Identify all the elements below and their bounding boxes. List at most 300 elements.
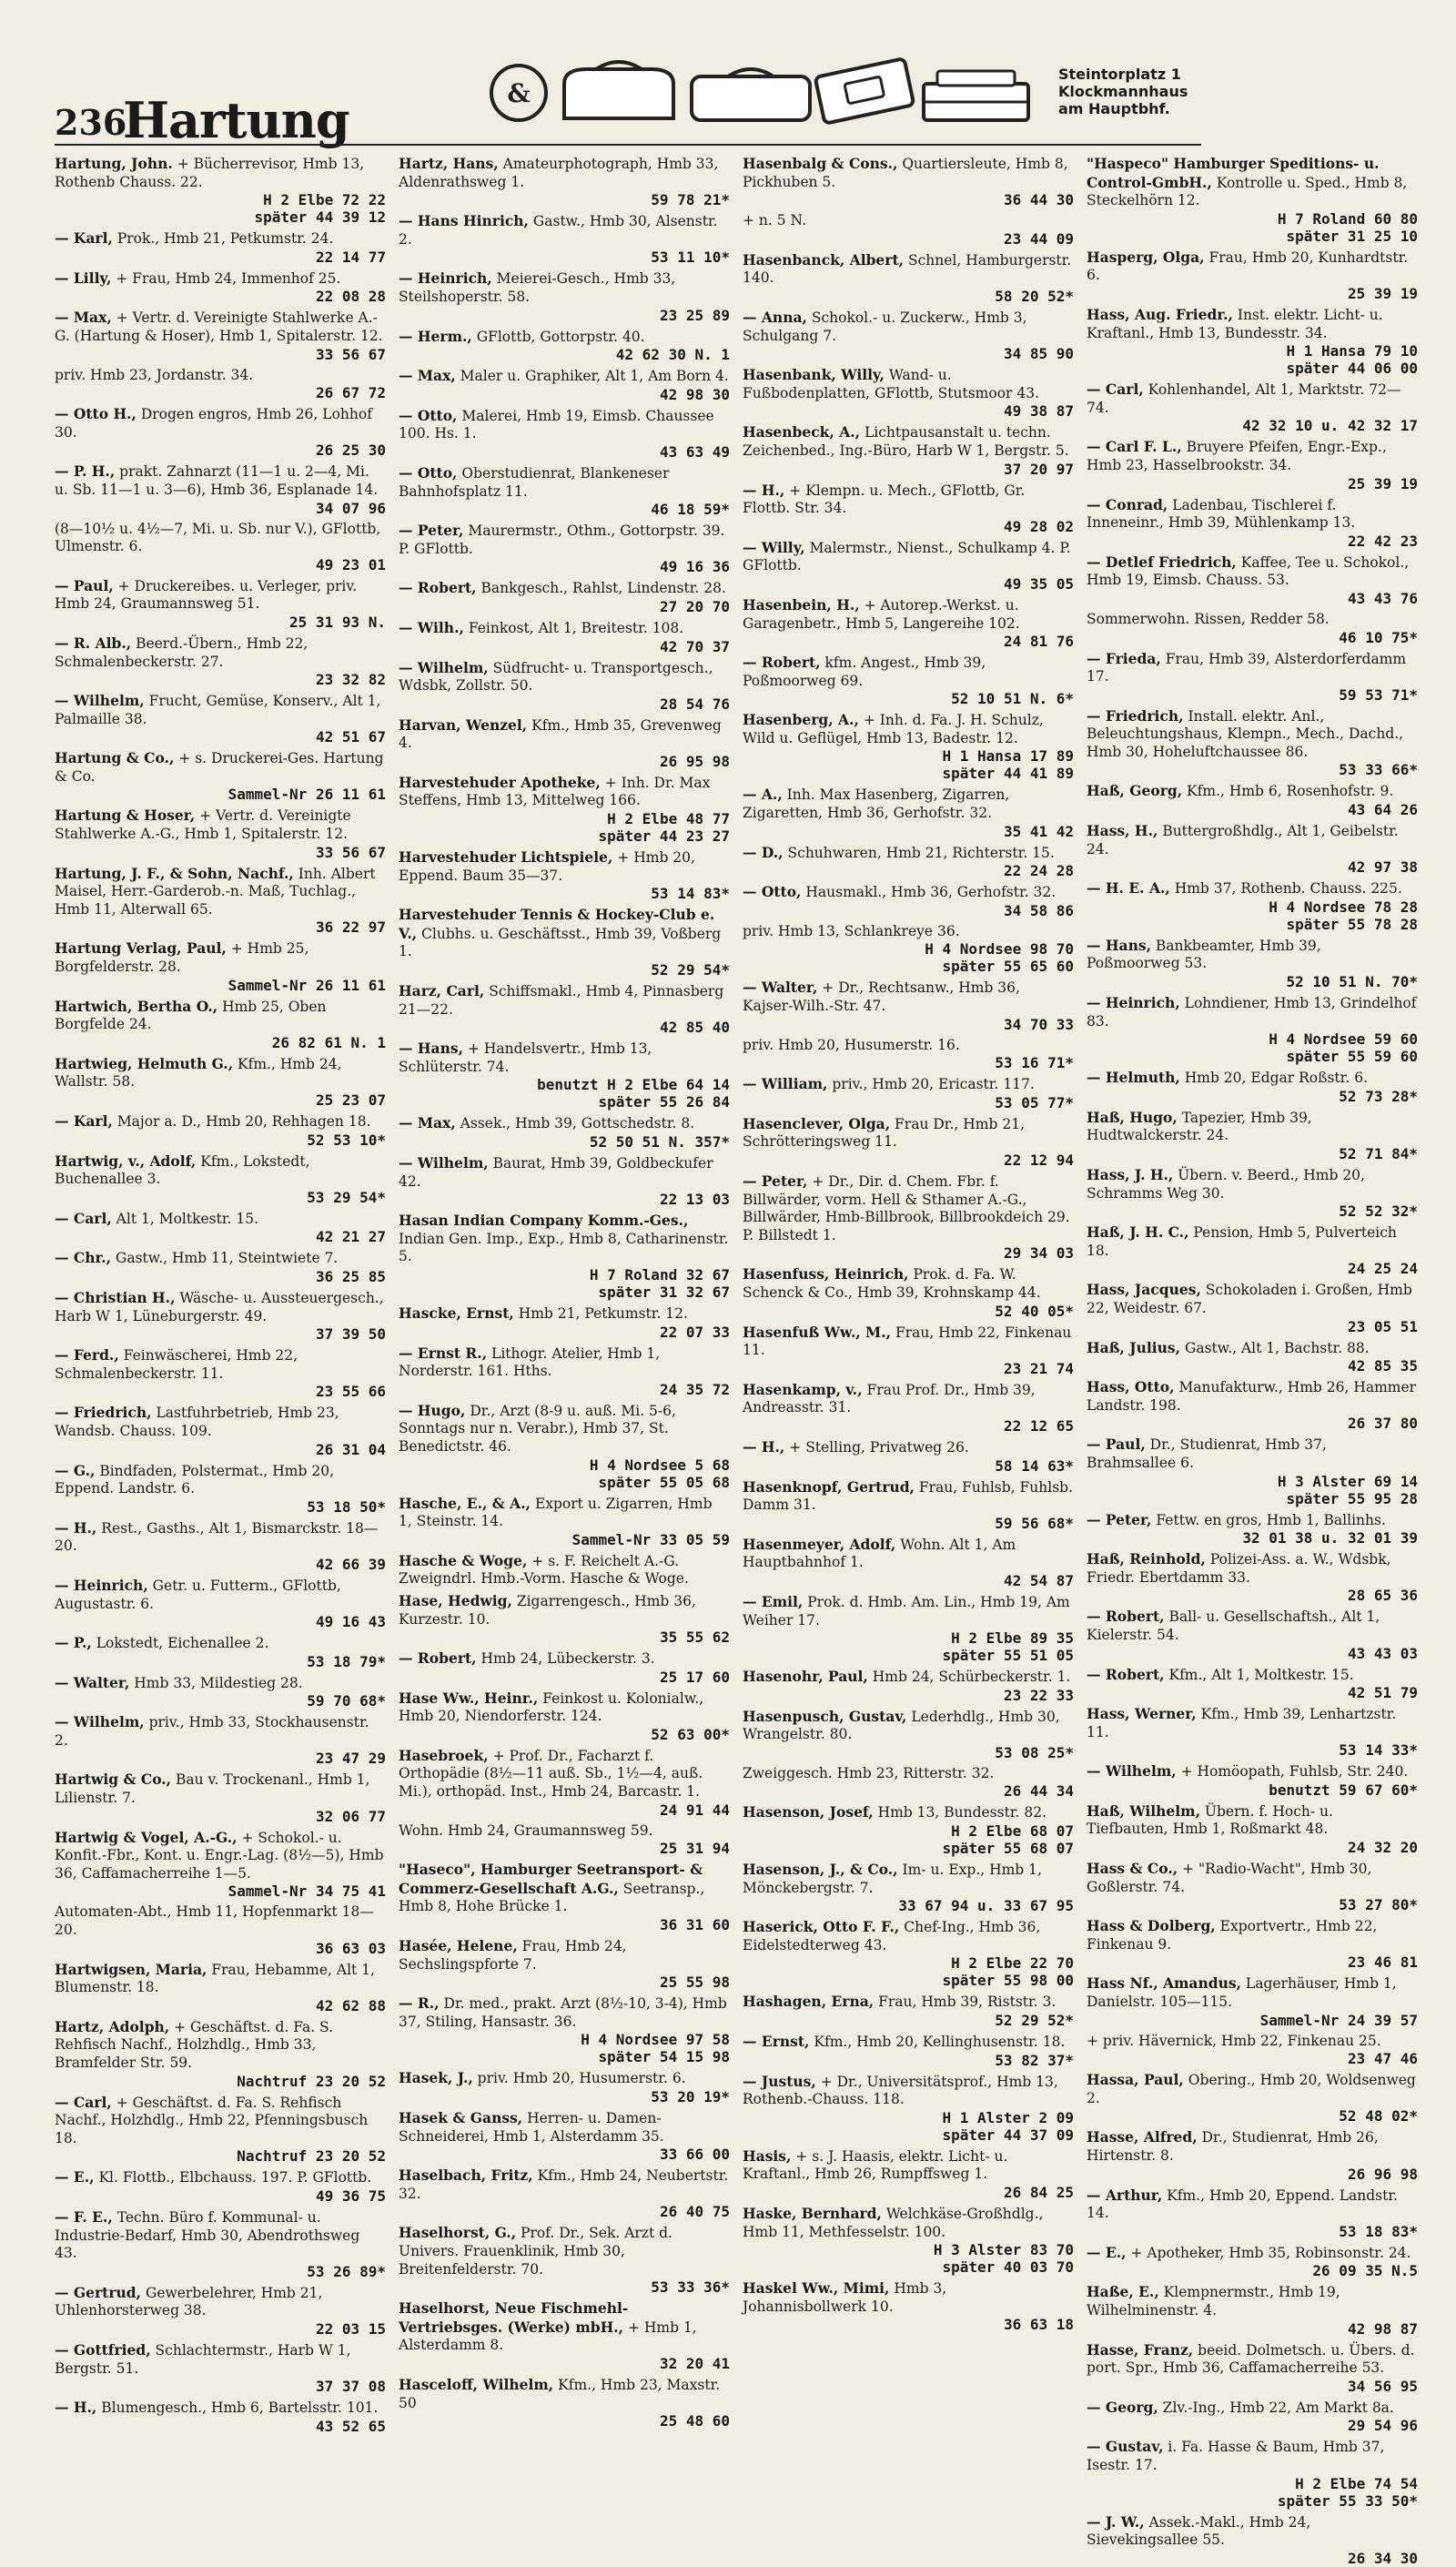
entry-details: Lastfuhrbetrieb, Hmb 23, Wandsb. Chauss. 109. (55, 1405, 339, 1439)
entry-text (399, 367, 730, 386)
entry-details: Hmb 37, Rothenb. Chauss. 225. (1174, 880, 1402, 898)
entry-text (743, 2279, 1074, 2316)
entry-details: Assek.-Makl., Hmb 24, Sievekingsallee 55. (1087, 2513, 1311, 2549)
directory-entry (1087, 2033, 1418, 2068)
directory-entry (399, 1861, 730, 1933)
entry-details: priv., Hmb 20, Ericastr. 117. (832, 1076, 1035, 1093)
entry-phone: 26 09 35 N.5 (1312, 2262, 1418, 2280)
entry-phone: 35 55 62 (659, 1628, 730, 1647)
entry-phone: später 55 65 60 (942, 958, 1074, 976)
entry-phone: 23 22 33 (1003, 1686, 1074, 1704)
entry-text (743, 711, 1074, 747)
entry-phone: 42 98 87 (1347, 2319, 1418, 2338)
entry-text (399, 1994, 730, 2031)
luggage-advert-logo (487, 56, 1033, 129)
directory-entry (1087, 994, 1418, 1065)
entry-text (399, 464, 730, 501)
entry-details: Feinwäscherei, Hmb 22, Schmalenbeckerstr. 11. (55, 1347, 298, 1382)
entry-details: + Druckereibes. u. Verleger, priv. Hmb 24, Graumannsweg 51. (55, 577, 358, 613)
entry-phone: 59 70 68* (307, 1692, 386, 1710)
directory-entry (55, 1462, 386, 1516)
entry-name: — Carl F. L., (1087, 438, 1182, 456)
entry-phone: 42 98 30 (659, 385, 730, 403)
entry-name: — H., (55, 1518, 97, 1537)
entry-name: Haskel Ww., Mimi, (743, 2279, 890, 2298)
entry-details: Kfm., Lokstedt, Buchenallee 3. (55, 1152, 310, 1188)
directory-entry (399, 1592, 730, 1646)
entry-name: "Haspeco" Hamburger Speditions- u. Control-GmbH., (1087, 155, 1380, 191)
directory-entry (399, 212, 730, 266)
entry-name: — Wilhelm, (399, 658, 489, 676)
entry-text (55, 939, 386, 976)
page-header (0, 0, 1456, 159)
entry-text (399, 2166, 730, 2203)
entry-text (55, 1674, 386, 1693)
directory-entry (1087, 1917, 1418, 1971)
entry-name: — Robert, (399, 579, 477, 597)
entry-name: — P., (55, 1634, 92, 1652)
entry-details: Drogen engros, Hmb 26, Lohhof 30. (55, 406, 372, 441)
entry-text (743, 1593, 1074, 1629)
directory-entry (743, 423, 1074, 477)
directory-entry (1087, 1762, 1418, 1799)
directory-entry (743, 1172, 1074, 1262)
directory-entry (399, 269, 730, 323)
entry-name: Hasenknopf, Gertrud, (743, 1477, 915, 1496)
entry-details: Dr. med., prakt. Arzt (8½-10, 3-4), Hmb 37, Stiling, Hansastr. 36. (399, 1995, 727, 2030)
directory-entry (399, 407, 730, 461)
directory-entry (399, 2299, 730, 2372)
entry-text (743, 1075, 1074, 1094)
entry-name: — Ernst, (743, 2033, 810, 2051)
directory-entry (1087, 438, 1418, 492)
entry-details: Install. elektr. Anl., Beleuchtungshaus, Klempn., Mech., Dachd., Hmb 30, Hoheluftchaussee 86. (1087, 707, 1404, 760)
entry-text (55, 2018, 386, 2073)
entry-details: Kfm., Hmb 23, Maxstr. 50 (399, 2376, 721, 2411)
entry-text (1087, 553, 1418, 590)
entry-name: "Haseco", Hamburger Seetransport- & Commerz-Gesellschaft A.G., (399, 1861, 703, 1897)
entry-phone: später 55 05 68 (598, 1473, 730, 1491)
entry-phone: H 4 Nordsee 78 28 (1269, 898, 1418, 916)
entry-text (1087, 2244, 1418, 2263)
entry-phone: 42 62 30 N. 1 (615, 346, 730, 364)
entry-phone: 37 37 08 (315, 2378, 386, 2396)
entry-name: Hartung & Hoser, (55, 807, 196, 825)
entry-details: Hmb 24, Schürbeckerstr. 1. (872, 1669, 1071, 1686)
entry-name: — Paul, (55, 576, 114, 594)
entry-text (1087, 2128, 1418, 2165)
entry-phone: 49 16 43 (315, 1613, 386, 1631)
entry-phone: Sammel-Nr 26 11 61 (228, 976, 386, 994)
entry-details: Inst. elektr. Licht- u. Kraftanl., Hmb 13, Bundesstr. 34. (1087, 306, 1383, 341)
entry-text (743, 1115, 1074, 1152)
entry-name: Hartwig & Vogel, A.-G., (55, 1828, 238, 1846)
directory-entry (55, 2284, 386, 2338)
entry-text (55, 1634, 386, 1653)
entry-details: Südfrucht- u. Transportgesch., Wdsbk, Zollstr. 50. (399, 659, 713, 695)
entry-details: Kfm., Hmb 35, Grevenweg 4. (399, 716, 722, 752)
entry-details: Schnel, Hamburgerstr. 140. (743, 251, 1072, 287)
directory-entry (1087, 879, 1418, 933)
entry-name: — E., (55, 2168, 95, 2187)
directory-entry (55, 1404, 386, 1457)
entry-name: Hartwig & Co., (55, 1771, 172, 1789)
entry-text (1087, 2438, 1418, 2474)
entry-name: — Robert, (1087, 1608, 1165, 1626)
entry-text (55, 1112, 386, 1131)
entry-name: Harvan, Wenzel, (399, 715, 528, 734)
entry-phone: H 2 Elbe 72 22 (263, 191, 386, 209)
entry-details: Prof. Dr., Sek. Arzt d. Univers. Frauenklinik, Hmb 30, Breitenfelderstr. 70. (399, 2225, 672, 2278)
directory-entry (55, 1346, 386, 1400)
entry-details: Quartiersleute, Hmb 8, Pickhuben 5. (743, 156, 1068, 190)
entry-phone: 25 31 94 (659, 1840, 730, 1858)
entry-text (1087, 1666, 1418, 1685)
directory-entry (399, 1212, 730, 1301)
entry-text (55, 1404, 386, 1440)
entry-details: Assek., Hmb 39, Gottschedstr. 8. (460, 1115, 695, 1132)
entry-phone: später 54 15 98 (598, 2048, 730, 2066)
entry-name: — Friedrich, (55, 1404, 152, 1422)
entry-details: + Hmb 1, Alsterdamm 8. (399, 2318, 697, 2354)
entry-phone: 25 31 93 N. (289, 613, 386, 631)
directory-entry (1087, 1378, 1418, 1432)
entry-details: + Klempn. u. Mech., GFlottb, Gr. Flottb. Str. 34. (743, 482, 1026, 517)
directory-entry (743, 1115, 1074, 1169)
directory-entry (743, 1708, 1074, 1761)
entry-phone: 59 56 68* (995, 1514, 1074, 1532)
entry-phone: 22 07 33 (659, 1323, 730, 1341)
entry-name: Hass Nf., Amandus, (1087, 1974, 1241, 1993)
entry-name: Hass, Aug. Friedr., (1087, 305, 1233, 323)
entry-details: priv., Hmb 33, Stockhausenstr. 2. (55, 1714, 369, 1749)
directory-entry (55, 1289, 386, 1343)
entry-name: — Wilhelm, (399, 1154, 489, 1172)
directory-entry (1087, 822, 1418, 876)
entry-phone: 22 14 77 (315, 248, 386, 266)
entry-text (55, 269, 386, 289)
entry-text (743, 423, 1074, 460)
entry-text (55, 1249, 386, 1268)
entry-text (743, 539, 1074, 575)
entry-details: Hmb 33, Mildestieg 28. (134, 1674, 303, 1691)
entry-text (743, 1861, 1074, 1897)
entry-name: — Walter, (743, 979, 818, 997)
entry-phone: 25 55 98 (659, 1973, 730, 1992)
entry-phone: Nachtruf 23 20 52 (237, 2072, 386, 2090)
entry-details: + Prof. Dr., Facharzt f. Orthopädie (8½—11 auß. Sb., 1½—4, auß. Mi.), orthopäd. Inst., Hmb 24, Barcastr. 1. (399, 1747, 703, 1801)
entry-phone: 52 50 51 N. 357* (589, 1133, 730, 1151)
page-number: 236 (55, 102, 127, 143)
entry-phone: 26 67 72 (315, 384, 386, 402)
entry-details: + Vertr. d. Vereinigte Stahlwerke A.-G. (Hartung & Hoser), Hmb 1, Spitalerstr. 12. (55, 309, 383, 344)
entry-name: Hasenfuss, Heinrich, (743, 1265, 909, 1284)
entry-text (743, 155, 1074, 191)
entry-phone: 52 73 28* (1339, 1087, 1418, 1105)
entry-text (743, 1765, 1074, 1783)
entry-phone: 52 10 51 N. 70* (1286, 973, 1418, 991)
directory-entry (1087, 2399, 1418, 2435)
entry-name: — Heinrich, (55, 1576, 148, 1594)
directory-entry (55, 634, 386, 688)
entry-text (55, 1519, 386, 1556)
directory-entry (1087, 553, 1418, 607)
entry-phone: H 1 Hansa 17 89 (942, 747, 1074, 766)
entry-details: Lokstedt, Eichenallee 2. (96, 1635, 269, 1652)
entry-name: Hass, Werner, (1087, 1705, 1197, 1723)
entry-text (399, 1552, 730, 1588)
entry-phone: 59 53 71* (1339, 685, 1418, 704)
directory-entry (55, 998, 386, 1051)
entry-details: + s. J. Haasis, elektr. Licht- u. Kraftanl., Hmb 26, Rumpffsweg 1. (743, 2147, 1008, 2183)
directory-entry (55, 1961, 386, 2014)
entry-phone: 34 58 86 (1003, 901, 1074, 919)
directory-entry (55, 2018, 386, 2090)
entry-phone: 26 25 30 (315, 441, 386, 460)
directory-entry (1087, 2341, 1418, 2395)
entry-phone: 53 33 36* (651, 2278, 730, 2297)
entry-name: Hasée, Helene, (399, 1937, 518, 1955)
entry-details: Fettw. en gros, Hmb 1, Ballinhs. (1156, 1511, 1386, 1528)
entry-phone: 24 25 24 (1347, 1260, 1418, 1278)
entry-details: Kfm., Hmb 20, Kellinghusenstr. 18. (814, 2034, 1066, 2051)
entry-details: + Homöopath, Fuhlsb, Str. 240. (1180, 1763, 1409, 1781)
entry-name: Hasenbanck, Albert, (743, 250, 905, 269)
entry-details: Kfm., Hmb 39, Lenhartzstr. 11. (1087, 1706, 1397, 1740)
entry-phone: später 44 23 27 (598, 827, 730, 846)
entry-phone: 49 35 05 (1003, 574, 1074, 593)
directory-entry (55, 749, 386, 803)
entry-text (399, 619, 730, 638)
entry-name: Hasenbank, Willy, (743, 366, 885, 384)
entry-details: Wäsche- u. Aussteuergesch., Harb W 1, Lüneburgerstr. 49. (55, 1289, 384, 1324)
directory-entry (399, 579, 730, 615)
entry-name: — Max, (399, 367, 456, 385)
entry-text (399, 1344, 730, 1381)
entry-details: Herren- u. Damen-Schneiderei, Hmb 1, Alsterdamm 35. (399, 2110, 664, 2145)
entry-name: — Robert, (1087, 1665, 1165, 1683)
entry-name: Hascke, Ernst, (399, 1304, 514, 1322)
entry-name: — Karl, (55, 229, 113, 248)
directory-entry (399, 774, 730, 845)
entry-name: Hass, Otto, (1087, 1378, 1175, 1396)
directory-entry (743, 2073, 1074, 2144)
entry-details: Lagerhäuser, Hmb 1, Danielstr. 105—115. (1087, 1975, 1397, 2011)
entry-details: Tapezier, Hmb 39, Hudtwalckerstr. 24. (1087, 1109, 1312, 1144)
entry-phone: 53 16 71* (995, 1054, 1074, 1072)
directory-entry (55, 405, 386, 459)
entry-phone: 24 32 20 (1347, 1839, 1418, 1857)
entry-phone: 53 33 66* (1339, 761, 1418, 779)
entry-name: — Gottfried, (55, 2340, 151, 2359)
directory-entry (743, 844, 1074, 880)
entry-details: Frau Dr., Hmb 21, Schrötteringsweg 11. (743, 1115, 1025, 1151)
entry-details: Kfm., Alt 1, Moltkestr. 15. (1168, 1666, 1354, 1683)
entry-text (55, 1289, 386, 1325)
directory-entry (1087, 1339, 1418, 1375)
entry-details: Bau v. Trockenanl., Hmb 1, Lilienstr. 7. (55, 1771, 370, 1807)
entry-phone: 53 29 54* (307, 1188, 386, 1206)
entry-details: Hmb 21, Petkumstr. 12. (518, 1304, 688, 1322)
entry-text (399, 2069, 730, 2088)
entry-details: Export u. Zigarren, Hmb 1, Steinstr. 14. (399, 1495, 713, 1530)
directory-entry (55, 1634, 386, 1670)
entry-name: Hartz, Adolph, (55, 2017, 170, 2035)
entry-name: — Ferd., (55, 1346, 119, 1365)
entry-name: Haß, Wilhelm, (1087, 1801, 1200, 1820)
entry-text (399, 982, 730, 1019)
entry-details: + Dr., Rechtsanw., Hmb 36, Kajser-Wilh.-Str. 47. (743, 979, 1020, 1015)
entry-details: priv. Hmb 23, Jordanstr. 34. (55, 366, 254, 383)
directory-entry (399, 1552, 730, 1588)
directory-entry (55, 939, 386, 993)
entry-text (399, 2299, 730, 2355)
entry-text (743, 883, 1074, 902)
entry-phone: 53 82 37* (995, 2051, 1074, 2069)
entry-text (399, 2224, 730, 2278)
entry-details: Schlachtermstr., Harb W 1, Bergstr. 51. (55, 2341, 351, 2377)
entry-details: Hmb 25, Oben Borgfelde 24. (55, 998, 327, 1033)
entry-name: — Ernst R., (399, 1344, 488, 1362)
directory-entry (399, 2224, 730, 2296)
entry-text (399, 906, 730, 961)
entry-phone: 43 52 65 (315, 2417, 386, 2435)
directory-entry (743, 654, 1074, 707)
entry-details: Beerd.-Übern., Hmb 22, Schmalenbeckerstr. 27. (55, 634, 308, 670)
entry-text (1087, 994, 1418, 1030)
entry-phone: 25 39 19 (1347, 284, 1418, 302)
entry-phone: 43 43 76 (1347, 589, 1418, 607)
entry-details: + Inh. d. Fa. J. H. Schulz, Wild u. Geflügel, Hmb 13, Badestr. 12. (743, 712, 1044, 746)
entry-text (399, 1747, 730, 1801)
directory-entry (1087, 1608, 1418, 1661)
entry-name: — Emil, (743, 1592, 804, 1610)
entry-text (399, 1212, 730, 1266)
entry-text (55, 1903, 386, 1939)
entry-text (55, 1829, 386, 1883)
directory-entry (743, 1993, 1074, 2029)
entry-name: — Hans, (399, 1040, 463, 1058)
entry-details: Amateurphotograph, Hmb 33, Aldenrathsweg 1. (399, 156, 719, 190)
directory-entry (1087, 2513, 1418, 2567)
entry-phone: 23 21 74 (1003, 1359, 1074, 1377)
entry-details: Techn. Büro f. Kommunal- u. Industrie-Bedarf, Hmb 30, Abendrothsweg 43. (55, 2208, 360, 2262)
directory-entry (55, 1577, 386, 1630)
entry-text (1087, 2187, 1418, 2223)
entry-phone: 33 66 00 (659, 2146, 730, 2164)
entry-text (1087, 707, 1418, 762)
entry-phone: später 44 06 00 (1286, 360, 1418, 378)
entry-phone: 26 40 75 (659, 2203, 730, 2221)
directory-entry (55, 269, 386, 306)
entry-phone: 22 12 65 (1003, 1416, 1074, 1435)
entry-text (1087, 1550, 1418, 1587)
directory-entry (55, 1771, 386, 1824)
entry-phone: H 4 Nordsee 59 60 (1269, 1030, 1418, 1049)
entry-name: Hass, J. H., (1087, 1166, 1174, 1183)
entry-details: GFlottb, Gottorpstr. 40. (476, 328, 645, 345)
entry-text (743, 654, 1074, 690)
directory-entry (1087, 155, 1418, 245)
entry-details: Frau, Hmb 39, Alsterdorferdamm 17. (1087, 650, 1407, 685)
entry-text (399, 2376, 730, 2412)
entry-details: beeid. Dolmetsch. u. Übers. d. port. Spr., Hmb 36, Caffamacherreihe 53. (1087, 2341, 1415, 2377)
directory-entry (399, 155, 730, 208)
entry-phone: 36 25 85 (315, 1267, 386, 1285)
entry-name: — Carl, (55, 1209, 112, 1227)
entry-details: (8—10½ u. 4½—7, Mi. u. Sb. nur V.), GFlottb, Ulmenstr. 6. (55, 520, 381, 555)
entry-text (1087, 380, 1418, 417)
entry-text (55, 1210, 386, 1229)
entry-text (743, 1265, 1074, 1302)
entry-details: Bankgesch., Rahlst, Lindenstr. 28. (480, 580, 726, 597)
entry-text (55, 2341, 386, 2378)
entry-text (399, 269, 730, 306)
entry-text (55, 309, 386, 345)
entry-text (399, 1402, 730, 1456)
entry-phone: 23 25 89 (659, 306, 730, 324)
entry-details: Übern. f. Hoch- u. Tiefbauten, Hmb 1, Roßmarkt 48. (1087, 1802, 1333, 1838)
entry-phone: später 44 39 12 (254, 208, 386, 227)
entry-phone: 25 48 60 (659, 2412, 730, 2430)
directory-column-2 (399, 155, 730, 2430)
entry-text (1087, 879, 1418, 898)
directory-entry (743, 309, 1074, 362)
entry-phone: 33 67 94 u. 33 67 95 (898, 1897, 1074, 1915)
entry-text (1087, 1762, 1418, 1781)
entry-phone: H 2 Elbe 89 35 (951, 1629, 1074, 1648)
entry-phone: 49 36 75 (315, 2187, 386, 2205)
entry-details: + Geschäftst. d. Fa. S. Rehfisch Nachf., Holzhdlg., Hmb 22, Pfenningsbusch 18. (55, 2094, 369, 2146)
entry-name: — Herm., (399, 327, 472, 345)
entry-name: — Peter, (1087, 1510, 1152, 1528)
entry-name: — Karl, (55, 1112, 113, 1130)
directory-column-1 (55, 155, 386, 2435)
directory-entry (743, 1381, 1074, 1435)
entry-text (399, 2109, 730, 2146)
directory-entry (399, 1747, 730, 1819)
entry-phone: 42 21 27 (315, 1228, 386, 1246)
entry-text (399, 1861, 730, 1916)
entry-text (743, 1918, 1074, 1954)
entry-details: + Dr., Dir. d. Chem. Fbr. f. Billwärder, vorm. Hell & Sthamer A.-G., Billwärder, Hmb-Billbrook, Billbrookdeich 29. P. Billstedt 1. (743, 1173, 1070, 1243)
entry-phone: 22 03 15 (315, 2319, 386, 2338)
entry-details: Wohn. Alt 1, Am Hauptbahnhof 1. (743, 1536, 1016, 1571)
directory-entry (1087, 1069, 1418, 1105)
directory-entry (743, 1918, 1074, 1989)
entry-name: — Wilhelm, (55, 692, 145, 710)
directory-entry (55, 155, 386, 226)
entry-details: Kfm., Hmb 20, Eppend. Landstr. 14. (1087, 2187, 1398, 2222)
entry-details: + n. 5 N. (743, 212, 807, 229)
entry-name: — Wilhelm, (55, 1713, 145, 1731)
entry-name: — Gertrud, (55, 2283, 141, 2301)
directory-entry (1087, 1666, 1418, 1702)
entry-details: Getr. u. Futterm., GFlottb, Augustastr. 6. (55, 1577, 341, 1612)
entry-name: — Frieda, (1087, 649, 1161, 667)
directory-entry (743, 482, 1074, 535)
entry-name: Hasenson, J., & Co., (743, 1861, 898, 1879)
entry-phone: später 31 32 67 (598, 1283, 730, 1301)
entry-text (1087, 2399, 1418, 2418)
entry-text (1087, 1339, 1418, 1358)
entry-phone: 37 39 50 (315, 1325, 386, 1344)
entry-text (55, 634, 386, 671)
page-headword: Hartung (123, 91, 349, 149)
entry-details: priv. Hmb 13, Schlankreye 36. (743, 922, 960, 939)
entry-details: Polizei-Ass. a. W., Wdsbk, Friedr. Ebertdamm 33. (1087, 1551, 1391, 1586)
entry-text (1087, 2283, 1418, 2319)
